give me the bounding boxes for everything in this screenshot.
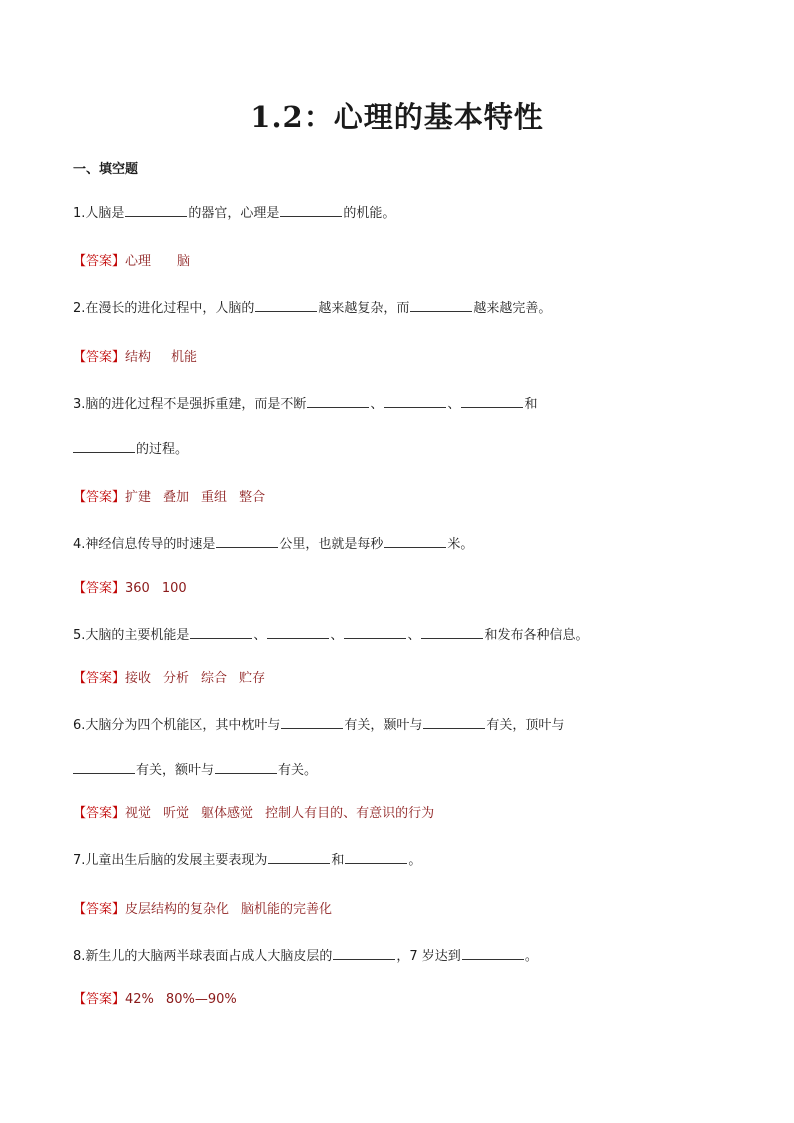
answer-blank [461, 394, 523, 408]
question-3-continued: 的过程。 [73, 439, 188, 459]
answer-blank [190, 625, 252, 639]
answer-blank [255, 298, 317, 312]
answer-blank [73, 439, 135, 453]
answer-7: 【答案】皮层结构的复杂化 脑机能的完善化 [73, 902, 333, 917]
answer-blank [125, 203, 187, 217]
answer-blank [333, 946, 395, 960]
answer-5: 【答案】接收 分析 综合 贮存 [73, 671, 266, 686]
answer-blank [345, 850, 407, 864]
answer-blank [307, 394, 369, 408]
answer-3: 【答案】扩建 叠加 重组 整合 [73, 490, 266, 505]
question-3: 3.脑的进化过程不是强拆重建，而是不断 、 、 和 [73, 394, 537, 414]
answer-4: 【答案】360 100 [73, 581, 187, 596]
answer-blank [215, 760, 277, 774]
answer-blank [281, 715, 343, 729]
answer-1: 【答案】心理 脑 [73, 254, 191, 269]
answer-blank [384, 534, 446, 548]
answer-blank [216, 534, 278, 548]
section-heading: 一、填空题 [73, 162, 139, 177]
question-7: 7.儿童出生后脑的发展主要表现为 和 。 [73, 850, 421, 870]
answer-blank [344, 625, 406, 639]
answer-6: 【答案】视觉 听觉 躯体感觉 控制人有目的、有意识的行为 [73, 806, 435, 821]
answer-blank [267, 625, 329, 639]
answer-blank [268, 850, 330, 864]
answer-blank [73, 760, 135, 774]
answer-blank [410, 298, 472, 312]
answer-blank [421, 625, 483, 639]
question-6: 6.大脑分为四个机能区，其中枕叶与 有关，颞叶与 有关，顶叶与 [73, 715, 564, 735]
question-1: 1.人脑是 的器官，心理是 的机能。 [73, 203, 395, 223]
question-8: 8.新生儿的大脑两半球表面占成人大脑皮层的 ，7 岁达到 。 [73, 946, 538, 966]
question-2: 2.在漫长的进化过程中，人脑的 越来越复杂，而 越来越完善。 [73, 298, 551, 318]
answer-blank [384, 394, 446, 408]
question-6-continued: 有关，额叶与 有关。 [73, 760, 317, 780]
page-title: 1.2：心理的基本特性 [250, 100, 544, 134]
answer-blank [280, 203, 342, 217]
answer-2: 【答案】结构 机能 [73, 350, 198, 365]
answer-8: 【答案】42% 80%—90% [73, 992, 237, 1007]
question-5: 5.大脑的主要机能是 、 、 、 和发布各种信息。 [73, 625, 588, 645]
answer-blank [462, 946, 524, 960]
answer-blank [423, 715, 485, 729]
question-4: 4.神经信息传导的时速是 公里，也就是每秒 米。 [73, 534, 473, 554]
